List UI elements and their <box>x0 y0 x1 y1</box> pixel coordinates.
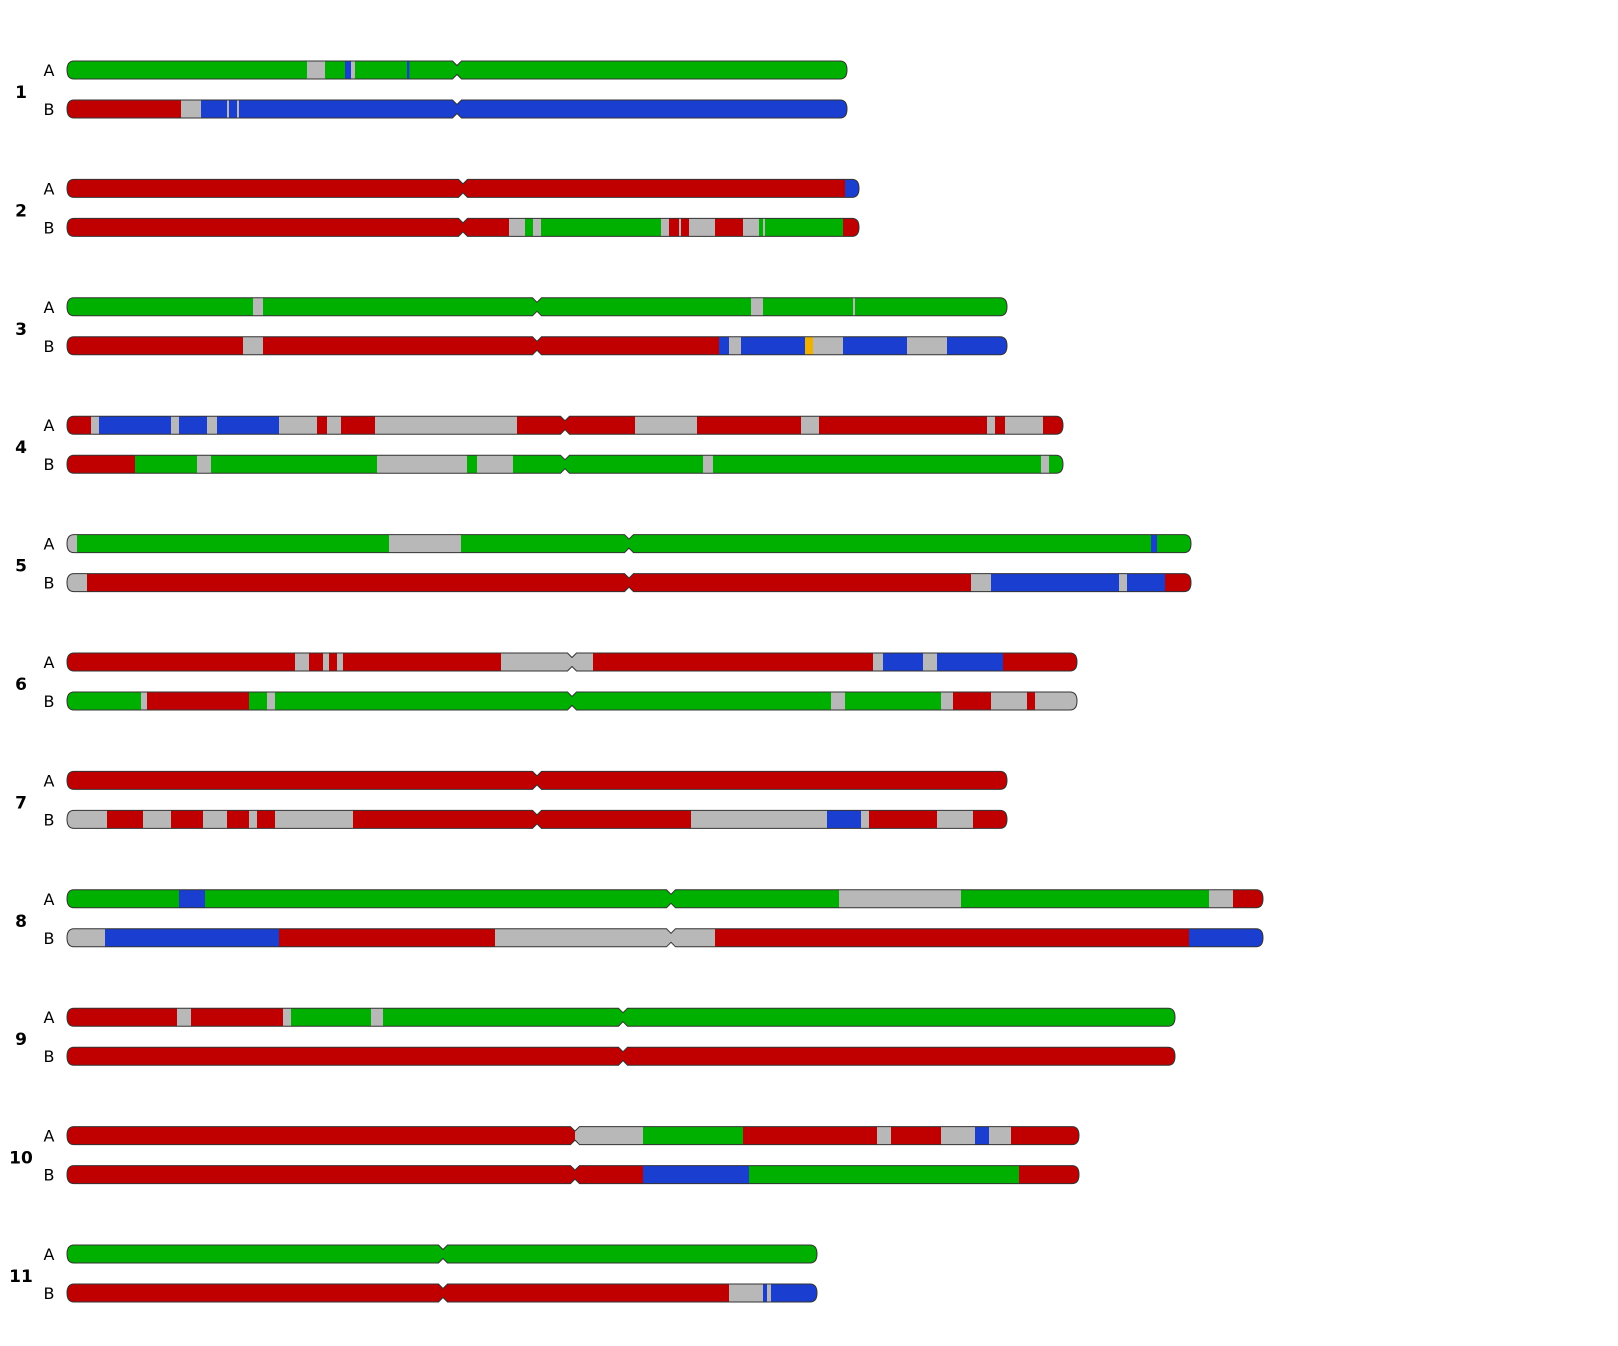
segment-gray <box>661 415 697 435</box>
segment-red <box>715 217 743 237</box>
segment-gray <box>67 928 105 948</box>
haplotype-bar-7-A <box>67 770 1007 790</box>
segment-gray <box>275 809 353 829</box>
segment-gray <box>91 415 99 435</box>
segment-gray <box>813 336 843 356</box>
haplotype-label: A <box>43 1126 55 1146</box>
segment-gray <box>279 415 293 435</box>
segment-gray <box>327 415 341 435</box>
segment-gray <box>243 336 263 356</box>
segment-green <box>67 889 179 909</box>
segment-green <box>67 691 141 711</box>
segment-red <box>869 809 937 829</box>
segment-red <box>1011 1126 1079 1146</box>
segment-red <box>227 809 249 829</box>
segment-red <box>953 691 991 711</box>
haplotype-bar-3-B <box>67 336 1007 356</box>
segment-gray <box>575 1126 643 1146</box>
segment-red <box>329 652 337 672</box>
segment-gray <box>873 652 883 672</box>
haplotype-bar-1-A <box>67 60 847 80</box>
haplotype-label: B <box>43 455 55 475</box>
segment-red <box>67 454 135 474</box>
segment-red <box>171 809 203 829</box>
segment-red <box>995 415 1005 435</box>
segment-gray <box>207 415 217 435</box>
segment-gray <box>1119 573 1127 593</box>
segment-red <box>87 573 971 593</box>
segment-gray <box>1005 415 1043 435</box>
segment-green <box>541 217 661 237</box>
segment-blue <box>239 99 847 119</box>
haplotype-bar-2-A <box>67 178 859 198</box>
segment-gray <box>971 573 991 593</box>
haplotype-bar-7-B <box>67 809 1007 829</box>
segment-gray <box>177 1007 191 1027</box>
segment-gray <box>1041 454 1049 474</box>
haplotype-bar-11-B <box>67 1283 817 1303</box>
haplotype-label: B <box>43 1047 55 1067</box>
segment-blue <box>827 809 861 829</box>
segment-gray <box>671 928 715 948</box>
segment-gray <box>533 217 541 237</box>
segment-green <box>855 297 1007 317</box>
segment-gray <box>323 652 329 672</box>
segment-gray <box>689 217 715 237</box>
segment-orange <box>805 336 813 356</box>
chromosome-5 <box>15 534 1191 593</box>
segment-blue <box>201 99 227 119</box>
segment-green <box>643 1126 743 1146</box>
haplotype-label: B <box>43 1284 55 1303</box>
segment-red <box>361 809 691 829</box>
segment-blue <box>643 1165 749 1185</box>
segment-gray <box>351 60 355 80</box>
segment-red <box>67 217 509 237</box>
segment-green <box>67 1244 817 1264</box>
segment-gray <box>987 415 995 435</box>
segment-blue <box>105 928 279 948</box>
segment-green <box>263 297 751 317</box>
segment-green <box>713 454 1041 474</box>
chromosome-number-label: 10 <box>9 1148 33 1169</box>
segment-gray <box>377 454 467 474</box>
haplotype-label: A <box>43 889 55 909</box>
segment-red <box>353 809 361 829</box>
segment-red <box>317 415 327 435</box>
segment-red <box>593 652 873 672</box>
haplotype-label: A <box>43 1245 55 1264</box>
segment-blue <box>843 336 907 356</box>
segment-red <box>743 1126 877 1146</box>
segment-red <box>1027 691 1035 711</box>
haplotype-bar-4-A <box>67 415 1063 435</box>
segment-red <box>67 415 91 435</box>
segment-blue <box>883 652 923 672</box>
segment-red <box>341 415 375 435</box>
haplotype-label: B <box>43 336 55 356</box>
chromosome-1 <box>15 60 847 119</box>
segment-green <box>291 1007 371 1027</box>
segment-gray <box>181 99 201 119</box>
segment-blue <box>179 889 205 909</box>
segment-green <box>243 60 247 80</box>
chromosome-number-label: 3 <box>15 319 27 340</box>
segment-gray <box>941 691 953 711</box>
haplotype-bar-8-A <box>67 889 1263 909</box>
segment-red <box>669 217 679 237</box>
haplotype-bar-8-B <box>67 928 1263 948</box>
segment-green <box>749 1165 1019 1185</box>
segment-gray <box>743 217 759 237</box>
haplotype-label: A <box>43 1008 55 1028</box>
segment-blue <box>763 1283 767 1303</box>
segment-gray <box>143 809 171 829</box>
segment-gray <box>295 652 309 672</box>
chromosome-number-label: 4 <box>15 438 27 459</box>
segment-red <box>67 1283 729 1303</box>
segment-red <box>973 809 1007 829</box>
segment-green <box>565 454 703 474</box>
segment-gray <box>691 809 827 829</box>
chromosome-number-label: 7 <box>15 793 27 814</box>
segment-gray <box>1213 889 1233 909</box>
chromosome-number-label: 1 <box>15 83 27 103</box>
chromosome-2 <box>15 178 859 237</box>
segment-green <box>211 454 377 474</box>
segment-red <box>517 415 565 435</box>
segment-red <box>697 415 801 435</box>
segment-green <box>461 534 1151 554</box>
segment-gray <box>729 1283 763 1303</box>
segment-gray <box>67 573 87 593</box>
haplotype-label: A <box>43 297 55 317</box>
segment-gray <box>389 534 461 554</box>
segment-gray <box>729 336 741 356</box>
segment-blue <box>771 1283 817 1303</box>
haplotype-label: B <box>43 1165 55 1185</box>
segment-green <box>759 217 763 237</box>
segment-green <box>467 454 477 474</box>
segment-gray <box>661 217 669 237</box>
haplotype-bar-3-A <box>67 297 1007 317</box>
haplotype-bar-1-B <box>67 99 847 119</box>
chromosome-number-label: 11 <box>9 1267 33 1287</box>
chromosome-7 <box>15 770 1007 829</box>
segment-red <box>147 691 249 711</box>
segment-green <box>275 691 831 711</box>
chromosome-number-label: 5 <box>15 556 27 577</box>
haplotype-label: A <box>43 653 55 672</box>
haplotype-bar-2-B <box>67 217 859 237</box>
haplotype-label: A <box>43 534 55 554</box>
segment-blue <box>991 573 997 593</box>
segment-red <box>681 217 689 237</box>
segment-blue <box>407 60 410 80</box>
segment-gray <box>249 809 257 829</box>
segment-gray <box>371 1007 383 1027</box>
haplotype-bar-6-B <box>67 691 1077 711</box>
segment-gray <box>907 336 947 356</box>
segment-blue <box>1189 928 1263 948</box>
segment-red <box>263 336 719 356</box>
haplotype-label: A <box>43 179 55 199</box>
segment-blue <box>217 415 279 435</box>
segment-green <box>329 60 345 80</box>
segment-gray <box>477 454 513 474</box>
segment-gray <box>509 217 525 237</box>
segment-green <box>135 454 197 474</box>
segment-red <box>257 809 275 829</box>
segment-red <box>107 809 143 829</box>
segment-green <box>77 534 389 554</box>
segment-gray <box>991 691 1027 711</box>
chromosome-11 <box>9 1244 817 1303</box>
chromosome-8 <box>15 889 1263 948</box>
segment-gray <box>1209 889 1213 909</box>
segment-red <box>343 652 501 672</box>
segment-red <box>67 178 845 198</box>
haplotype-bar-4-B <box>67 454 1063 474</box>
segment-blue <box>179 415 207 435</box>
segment-gray <box>495 928 671 948</box>
segment-blue <box>741 336 805 356</box>
haplotype-bar-11-A <box>67 1244 817 1264</box>
haplotype-bar-5-B <box>67 573 1191 593</box>
haplotype-label: A <box>43 61 55 80</box>
segment-gray <box>267 691 275 711</box>
segment-green <box>409 60 847 80</box>
haplotype-label: B <box>43 692 55 711</box>
segment-green <box>355 60 407 80</box>
segment-green <box>325 60 329 80</box>
segment-gray <box>767 1283 771 1303</box>
segment-gray <box>923 652 937 672</box>
segment-red <box>1165 573 1191 593</box>
segment-blue <box>345 60 351 80</box>
haplotype-label: B <box>43 100 55 119</box>
haplotype-label: A <box>43 416 55 436</box>
segment-gray <box>703 454 713 474</box>
segment-gray <box>861 809 869 829</box>
chromosome-4 <box>15 415 1063 474</box>
segment-gray <box>253 297 263 317</box>
chromosome-number-label: 8 <box>15 911 27 932</box>
segment-green <box>525 217 533 237</box>
haplotype-bar-6-A <box>67 652 1077 672</box>
segment-red <box>1011 652 1077 672</box>
segment-red <box>891 1126 941 1146</box>
segment-gray <box>937 809 973 829</box>
haplotype-bar-5-A <box>67 534 1191 554</box>
chromosome-3 <box>15 297 1007 356</box>
segment-green <box>247 60 307 80</box>
segment-green <box>845 691 941 711</box>
segment-red <box>67 1165 643 1185</box>
chromosome-number-label: 9 <box>15 1030 27 1051</box>
haplotype-label: B <box>43 810 55 830</box>
segment-blue <box>975 1126 989 1146</box>
segment-blue <box>719 336 729 356</box>
segment-red <box>565 415 635 435</box>
segment-red <box>191 1007 283 1027</box>
segment-blue <box>229 99 237 119</box>
segment-red <box>67 652 295 672</box>
chromosome-number-label: 6 <box>15 675 27 695</box>
segment-gray <box>203 809 227 829</box>
haplotype-label: B <box>43 928 55 948</box>
segment-red <box>67 99 181 119</box>
segment-blue <box>937 652 1003 672</box>
segment-green <box>205 889 839 909</box>
segment-gray <box>67 809 107 829</box>
segment-gray <box>501 652 572 672</box>
segment-blue <box>947 336 1007 356</box>
haplotype-label: A <box>43 771 55 791</box>
segment-green <box>1157 534 1191 554</box>
segment-green <box>383 1007 1175 1027</box>
segment-green <box>763 297 853 317</box>
segment-gray <box>751 297 763 317</box>
segment-gray <box>375 415 517 435</box>
segment-gray <box>635 415 661 435</box>
segment-blue <box>99 415 171 435</box>
segment-gray <box>171 415 179 435</box>
segment-green <box>765 217 843 237</box>
segment-gray <box>197 454 211 474</box>
segment-red <box>279 928 495 948</box>
segment-red <box>715 928 1189 948</box>
segment-gray <box>337 652 343 672</box>
segment-red <box>819 415 987 435</box>
segment-red <box>67 1126 575 1146</box>
segment-red <box>1233 889 1263 909</box>
segment-gray <box>839 889 961 909</box>
segment-gray <box>941 1126 975 1146</box>
segment-gray <box>572 652 593 672</box>
segment-gray <box>307 60 325 80</box>
segment-red <box>1003 652 1011 672</box>
segment-red <box>1019 1165 1079 1185</box>
segment-gray <box>293 415 317 435</box>
segment-gray <box>1035 691 1077 711</box>
segment-blue <box>997 573 1119 593</box>
segment-red <box>67 1007 177 1027</box>
segment-gray <box>877 1126 891 1146</box>
haplotype-label: B <box>43 218 55 238</box>
segment-blue <box>1127 573 1165 593</box>
segment-blue <box>1151 534 1157 554</box>
chromosome-number-label: 2 <box>15 201 27 222</box>
segment-red <box>67 770 1007 790</box>
segment-green <box>67 297 253 317</box>
segment-green <box>513 454 565 474</box>
haplotype-label: B <box>43 573 55 593</box>
segment-green <box>961 889 1209 909</box>
segment-gray <box>801 415 819 435</box>
segment-green <box>67 60 243 80</box>
chromosome-6 <box>15 652 1077 711</box>
segment-red <box>67 336 243 356</box>
segment-red <box>309 652 323 672</box>
segment-gray <box>141 691 147 711</box>
segment-green <box>249 691 267 711</box>
segment-gray <box>989 1126 1011 1146</box>
chromosome-9 <box>15 1007 1175 1066</box>
segment-gray <box>831 691 845 711</box>
segment-gray <box>283 1007 291 1027</box>
chromosome-10 <box>9 1126 1079 1185</box>
